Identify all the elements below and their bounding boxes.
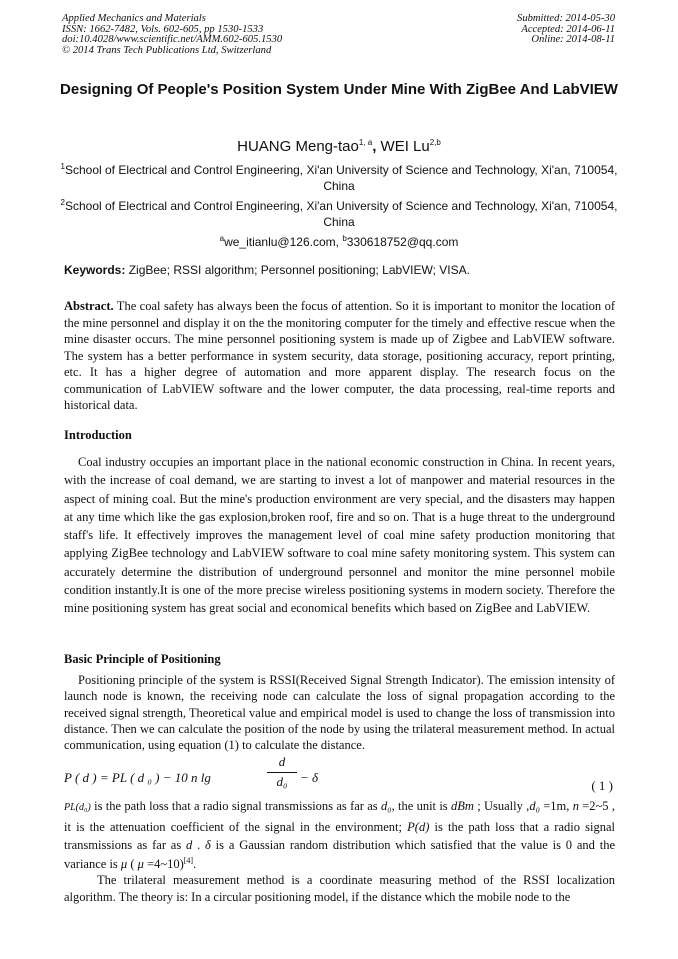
abstract-label: Abstract. <box>64 299 114 313</box>
accepted-date: Accepted: 2014-06-11 <box>521 23 615 35</box>
p2-text-5: =2~5 , it is the attenuation coefficient of the signal in the environment; <box>64 799 615 834</box>
introduction-paragraph: Coal industry occupies an important place in the national economic construction in China. In recent years, with the increase of coal demand, we are starting to invest a lot of manpower and material resources in the aspect of mining coal. But the mine's production environment are very special, and the disasters may happen at any time which like the gas explosion,broken roof, fire and so on. That is a huge threat to the underground staff's life. It effectively improves the management level of coal mine safety production monitoring that applying ZigBee technology and LabVIEW software to coal mine safety monitoring system. This system can accurately determine the distribution of underground personnel and monitor the mine personnel mobile condition instantly.It is one of the more precise wireless positioning systems in modern society. Therefore the mine positioning system has great social and economical benefits which based on ZigBee and LabVIEW. <box>64 455 615 616</box>
principle-paragraph-3: The trilateral measurement method is a coordinate measuring method of the RSSI localization algorithm. The theory is: In a circular positioning model, if the distance which the mobile node to the <box>64 873 615 904</box>
submitted-date: Submitted: 2014-05-30 <box>517 13 615 24</box>
p2-text-8: is a Gaussian random distribution which satisfied that the value is 0 and the variance is <box>64 838 616 871</box>
math-d0-2: d₀ <box>529 799 540 813</box>
math-mu-2: μ <box>137 856 144 871</box>
math-pl-d0: PL(d₀) <box>64 802 91 813</box>
journal-issn: ISSN: 1662-7482, Vols. 602-605, pp 1530-1533 <box>62 23 264 35</box>
p2-text-11: . <box>193 856 197 871</box>
equation-rhs: − δ <box>300 770 319 785</box>
affiliation-2-text: School of Electrical and Control Engineering, Xi'an University of Science and Technology, Xi'an, 710054, China <box>64 199 618 229</box>
equation-1 <box>64 754 615 794</box>
authors <box>0 138 678 155</box>
principle-paragraph-1: Positioning principle of the system is RSSI(Received Signal Strength Indicator). The emission intensity of launch node is known, the receiving node can calculate the loss of signal propagation according to the received signal strength, Theoretical value and empirical model is used to change the loss of transmission into distance. Then we can calculate the position of the node by using the trilateral measurement method. In actual communication, using equation (1) to calculate the distance. <box>64 673 615 753</box>
author-1-affil: 1, a <box>358 138 373 147</box>
paper-title: Designing Of People's Position System Under Mine With ZigBee And LabVIEW <box>60 81 618 98</box>
abstract <box>64 298 615 414</box>
math-d: d <box>186 838 193 852</box>
equation-numerator: d <box>267 754 297 773</box>
p2-text-6: is the path loss that a radio signal transmissions as far as <box>64 819 615 852</box>
author-2: WEI Lu <box>380 138 430 155</box>
equation-denominator: d₀ <box>276 774 288 789</box>
math-dbm: dBm <box>450 799 474 813</box>
affiliation-2-sup: 2 <box>60 198 65 207</box>
math-n: n <box>572 799 579 813</box>
affiliation-1 <box>60 163 618 194</box>
p2-text-1: is the path loss that a radio signal transmissions as far as <box>90 799 381 813</box>
author-separator: , <box>372 138 381 155</box>
journal-doi: doi:10.4028/www.scientific.net/AMM.602-605.1530 <box>62 34 283 46</box>
affiliation-2 <box>60 199 618 230</box>
p2-text-4: =1m, <box>539 799 573 813</box>
principle-paragraph-2 <box>64 797 615 873</box>
online-date: Online: 2014-08-11 <box>531 34 615 46</box>
email-b-sup: b <box>342 234 347 243</box>
email-a: we_itianlu@126.com, <box>224 235 343 249</box>
journal-copyright: © 2014 Trans Tech Publications Ltd, Switzerland <box>62 44 272 56</box>
author-2-affil: 2,b <box>429 138 441 147</box>
author-1: HUANG Meng-tao <box>237 138 359 155</box>
journal-info <box>62 14 282 56</box>
math-d0: d₀ <box>380 799 392 813</box>
section-heading-introduction: Introduction <box>64 428 132 442</box>
section-heading-principle: Basic Principle of Positioning <box>64 652 221 666</box>
abstract-text: The coal safety has always been the focus of attention. So it is important to monitor the location of the mine personnel and display it on the the monitoring computer for the timely and effective rescue when the mine disaster occurs. The mine personnel positioning system is made up of Zigbee and LabVIEW software. The system has a better performance in system security, data storage, positioning accuracy, report printing, etc. It has a higher degree of automation and more apparent display. The research focus on the communication of LabVIEW software and the lower computer, the data processing, real-time reports and historical data. <box>64 299 615 412</box>
math-mu: μ <box>120 856 128 871</box>
citation-4: [4] <box>183 855 194 865</box>
publication-dates <box>517 14 615 46</box>
math-delta: δ <box>205 838 211 852</box>
equation-lhs: P ( d ) = PL ( d ₀ ) − 10 n lg <box>64 770 211 785</box>
p2-text-3: ; Usually , <box>473 799 530 813</box>
email-a-sup: a <box>219 234 225 243</box>
keywords-label: Keywords: <box>64 263 126 277</box>
p2-text-10: =4~10) <box>143 856 184 871</box>
email-b: 330618752@qq.com <box>346 235 459 249</box>
keywords-text: ZigBee; RSSI algorithm; Personnel positioning; LabVIEW; VISA. <box>125 263 470 277</box>
p2-text-7: . <box>192 838 206 852</box>
journal-name: Applied Mechanics and Materials <box>62 13 206 24</box>
p2-text-9: ( <box>127 856 138 871</box>
p2-text-2: , the unit is <box>391 799 451 813</box>
affiliation-1-text: School of Electrical and Control Engineering, Xi'an University of Science and Technology, Xi'an, 710054, China <box>64 163 618 193</box>
equation-number: ( 1 ) <box>591 778 613 793</box>
affiliation-1-sup: 1 <box>60 162 65 171</box>
math-pd: P(d) <box>407 819 430 834</box>
equation-fraction <box>267 754 297 790</box>
keywords <box>64 263 624 277</box>
author-emails <box>0 235 678 249</box>
